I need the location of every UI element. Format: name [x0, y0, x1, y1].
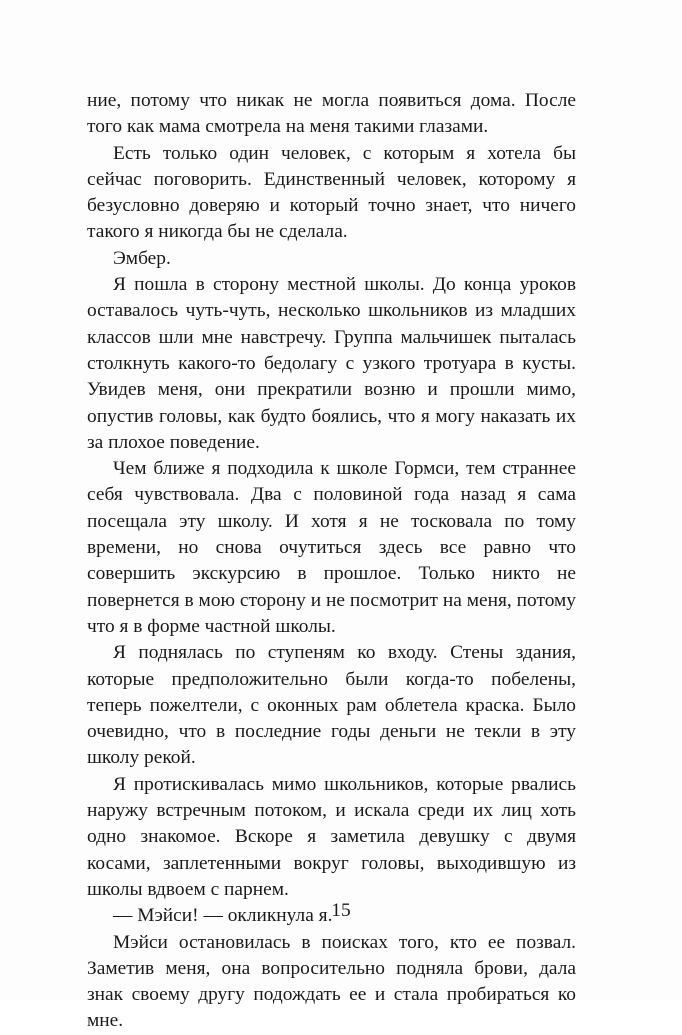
dialogue-line: — Мэйси! — окликнула я.: [113, 905, 333, 927]
paragraph: Есть только один человек, с которым я хотела бы сейчас поговорить. Единственный человек, которому я безусловно доверяю и который точно знает, что ничего такого я никогда бы не сделала.: [87, 142, 576, 243]
page-number: 15: [331, 900, 351, 921]
paragraph-continuation: ние, потому что никак не могла появиться дома. После того как мама смотрела на меня такими глазами.: [87, 90, 576, 138]
paragraph: Мэйси остановилась в поисках того, кто ее позвал. Заметив меня, она вопросительно подняла брови, дала знак своему другу подождать ее и стала пробираться ко мне.: [87, 931, 576, 1032]
paragraph: Эмбер.: [113, 247, 171, 269]
paragraph: Я пошла в сторону местной школы. До конца уроков оставалось чуть-чуть, несколько школьников из младших классов шли мне навстречу. Группа мальчишек пыталась столкнуть какого-то бедолагу с узкого тротуара в кусты. Увидев меня, они прекратили возню и прошли мимо, опустив головы, как будто боялись, что я могу наказать их за плохое поведение.: [87, 274, 576, 453]
paragraph: Чем ближе я подходила к школе Гормси, тем страннее себя чувствовала. Два с половиной года назад я сама посещала эту школу. И хотя я не тосковала по тому времени, но снова очутиться здесь все равно что совершить экскурсию в прошлое. Только никто не повернется в мою сторону и не посмотрит на меня, потому что я в форме частной школы.: [87, 458, 576, 637]
body-text: [87, 88, 576, 1035]
paragraph: Я протискивалась мимо школьников, которые рвались наружу встречным потоком, и искала среди их лиц хоть одно знакомое. Вскоре я заметила девушку с двумя косами, заплетенными вокруг головы, выходившую из школы вдвоем с парнем.: [87, 773, 576, 900]
paragraph: Я поднялась по ступеням ко входу. Стены здания, которые предположительно были когда-то побелены, теперь пожелтели, с оконных рам облетела краска. Было очевидно, что в последние годы деньги не текли в эту школу рекой.: [87, 642, 576, 769]
